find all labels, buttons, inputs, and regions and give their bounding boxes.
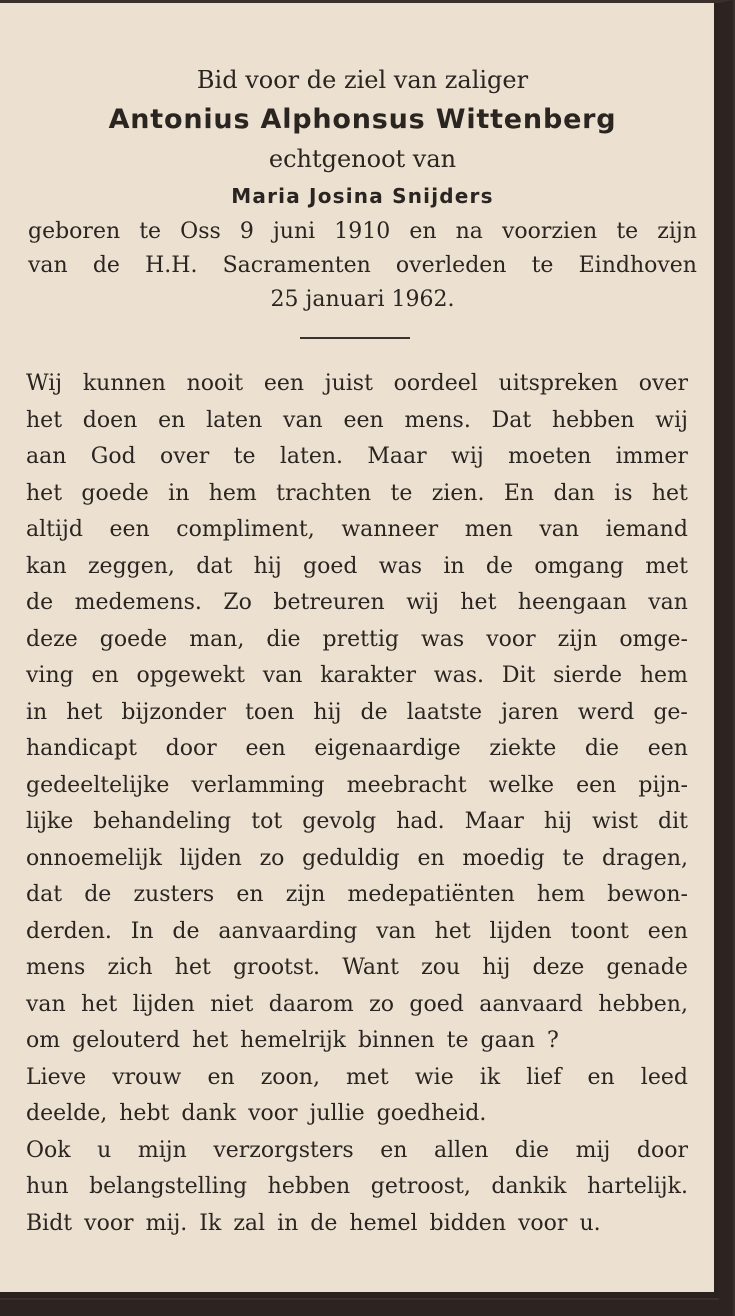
word: mij <box>575 1137 611 1163</box>
text-line <box>26 1206 688 1243</box>
word: kunnen <box>82 371 166 396</box>
word: H.H. <box>145 253 198 278</box>
word: verzorgsters <box>213 1137 354 1163</box>
word: goed <box>302 553 358 579</box>
word: grootst. <box>232 955 321 980</box>
word: heengaan <box>517 590 627 615</box>
word: bewon- <box>607 882 688 907</box>
spouse-name: Maria Josina Snijders <box>231 184 494 208</box>
word: hemelrijk <box>240 1028 346 1053</box>
word: wij <box>655 407 688 433</box>
word: dat <box>196 553 233 579</box>
word: Bidt <box>26 1210 73 1236</box>
word: iemand <box>605 517 688 542</box>
word: geduldig <box>302 845 400 871</box>
word: immer <box>615 444 688 469</box>
word: de <box>360 699 388 725</box>
word: Ook <box>26 1137 71 1163</box>
word: u <box>97 1137 112 1163</box>
word: nooit <box>186 371 244 396</box>
word: te <box>233 444 256 469</box>
word: te <box>531 253 554 278</box>
word: aanvaarding <box>218 918 358 944</box>
word: jullie <box>309 1101 365 1126</box>
word: behandeling <box>93 809 232 834</box>
word: na <box>455 219 483 244</box>
word: hebben <box>551 407 635 433</box>
word: deelde, <box>26 1101 108 1126</box>
word: pijn- <box>638 772 688 798</box>
word: zoon, <box>260 1064 320 1090</box>
word: en <box>158 407 186 433</box>
word: in <box>277 1210 299 1236</box>
word: de <box>92 253 120 278</box>
word: aan <box>26 444 67 469</box>
word: die <box>266 626 301 652</box>
word: wie <box>414 1064 454 1090</box>
word: hij <box>482 955 511 980</box>
word: oordeel <box>393 371 478 396</box>
word: van <box>262 663 303 688</box>
word: opgewekt <box>136 663 245 688</box>
text-line <box>26 403 688 440</box>
word: omgang <box>534 553 624 579</box>
word: en <box>207 1064 235 1090</box>
word: het <box>66 699 103 725</box>
word: het <box>26 407 63 433</box>
word: Lieve <box>26 1064 87 1090</box>
text-line <box>26 804 688 841</box>
word: de <box>310 1210 338 1236</box>
word: te <box>390 480 413 506</box>
word: de <box>84 882 112 907</box>
word: handicapt <box>26 736 137 761</box>
word: Maar <box>367 444 427 469</box>
word: met <box>346 1064 389 1090</box>
word: sierde <box>553 663 623 688</box>
word: werd <box>577 699 635 725</box>
word: Dit <box>501 663 536 688</box>
word: daarom <box>268 991 354 1017</box>
text-line <box>26 1169 688 1206</box>
text-line <box>26 476 688 513</box>
word: voor <box>248 1101 298 1126</box>
word: medemens. <box>74 590 202 615</box>
word: hem <box>639 663 688 688</box>
word: derden. <box>26 918 112 944</box>
word: voorzien <box>501 219 598 244</box>
word: gaan <box>480 1028 535 1053</box>
word: verlamming <box>191 772 325 798</box>
word: zijn <box>657 219 697 244</box>
word: betreuren <box>273 590 385 615</box>
word: een <box>647 918 688 944</box>
word: lijden <box>132 991 195 1017</box>
word: te <box>139 219 162 244</box>
word: vrouw <box>112 1064 182 1090</box>
word: wanneer <box>341 517 439 542</box>
word: laten. <box>279 444 344 469</box>
word: mij. <box>145 1210 188 1236</box>
word: In <box>130 918 154 944</box>
word: goede <box>99 626 168 652</box>
word: het <box>81 991 118 1017</box>
word: dit <box>658 809 688 834</box>
word: compliment, <box>176 517 315 542</box>
word: door <box>165 736 217 761</box>
word: ving <box>26 663 74 688</box>
text-line <box>26 877 688 914</box>
word: zo <box>259 845 285 871</box>
word: lijke <box>26 809 74 834</box>
word: en <box>380 1137 408 1163</box>
text-line <box>26 914 688 951</box>
word: was <box>378 553 422 579</box>
word: een <box>343 407 384 433</box>
word: genade <box>606 955 688 980</box>
word: en <box>587 1064 615 1090</box>
word: juni <box>272 219 316 244</box>
word: ik <box>479 1064 501 1090</box>
text-line <box>26 439 688 476</box>
word: van <box>376 918 416 944</box>
word: bidden <box>429 1210 506 1236</box>
word: Wij <box>26 371 63 396</box>
word: lijden <box>179 845 242 871</box>
word: hem <box>208 480 257 506</box>
word: 1910 <box>334 219 391 244</box>
word: toont <box>570 918 629 944</box>
word: voor <box>84 1210 134 1236</box>
word: Dat <box>491 407 532 433</box>
word: het <box>651 480 688 506</box>
word: over <box>638 371 688 396</box>
word: dan <box>553 480 595 506</box>
word: En <box>503 480 535 506</box>
word: getroost, <box>370 1174 471 1199</box>
word: hij <box>253 553 282 579</box>
birth-line <box>20 215 705 249</box>
word: u. <box>579 1210 601 1236</box>
word: mens. <box>404 407 471 433</box>
word: zeggen, <box>87 553 175 579</box>
word: was <box>420 626 465 652</box>
text-line <box>26 1060 688 1097</box>
word: uitspreken <box>498 371 619 396</box>
word: in <box>26 699 48 725</box>
word: lief <box>526 1064 562 1090</box>
word: moedig <box>462 845 545 871</box>
word: het <box>26 480 63 506</box>
word: goedheid. <box>376 1101 487 1126</box>
word: in <box>168 480 190 506</box>
word: deze <box>26 626 78 652</box>
word: karakter <box>320 663 417 688</box>
word: was. <box>433 663 485 688</box>
text-line <box>26 549 688 586</box>
word: overleden <box>395 253 507 278</box>
word: Zo <box>223 590 252 615</box>
word: die <box>514 1137 550 1163</box>
word: hebben, <box>598 991 688 1017</box>
word: toen <box>245 699 295 725</box>
word: met <box>645 553 688 579</box>
word: had. <box>396 809 445 834</box>
word: altijd <box>26 517 83 542</box>
word: de <box>172 918 200 944</box>
word: eigenaardige <box>314 736 461 761</box>
word: dragen, <box>602 845 688 871</box>
word: deze <box>532 955 585 980</box>
word: gelouterd <box>72 1028 181 1053</box>
word: ge- <box>653 699 688 725</box>
text-line <box>26 987 688 1024</box>
word: het <box>174 955 211 980</box>
word: een <box>647 736 688 761</box>
text-line <box>26 768 688 805</box>
word: aanvaard <box>479 991 583 1017</box>
word: jaren <box>501 699 559 725</box>
word: die <box>584 736 620 761</box>
word: hij <box>313 699 342 725</box>
word: hemel <box>349 1210 418 1236</box>
word: omge- <box>619 626 688 652</box>
text-line <box>26 1023 688 1060</box>
word: juist <box>324 371 373 396</box>
spouse-intro: echtgenoot van <box>268 145 457 173</box>
word: Oss <box>180 219 221 244</box>
text-line <box>26 366 688 403</box>
text-line <box>26 585 688 622</box>
word: de <box>485 553 513 579</box>
text-line <box>26 1133 688 1170</box>
word: laten <box>206 407 263 433</box>
word: van <box>26 991 66 1017</box>
text-line <box>26 695 688 732</box>
word: het <box>460 590 497 615</box>
word: een <box>245 736 286 761</box>
word: het <box>192 1028 229 1053</box>
word: een <box>109 517 150 542</box>
death-line <box>20 249 705 283</box>
word: zien. <box>431 480 485 506</box>
word: het <box>434 918 471 944</box>
word: een <box>576 772 617 798</box>
word: en <box>417 845 445 871</box>
word: van <box>283 407 323 433</box>
word: welke <box>488 772 554 798</box>
text-line <box>26 841 688 878</box>
word: van <box>28 253 68 278</box>
deceased-name: Antonius Alphonsus Wittenberg <box>108 104 617 135</box>
word: voor <box>486 626 536 652</box>
word: zal <box>233 1210 266 1236</box>
word: hij <box>543 809 572 834</box>
word: meebracht <box>346 772 467 798</box>
word: in <box>443 553 465 579</box>
word: zijn <box>285 882 326 907</box>
word: dankik <box>491 1174 567 1199</box>
memorial-text <box>26 366 688 1242</box>
word: moeten <box>508 444 592 469</box>
word: prettig <box>322 626 399 652</box>
word: trachten <box>276 480 372 506</box>
word: man, <box>189 626 245 652</box>
word: bijzonder <box>121 699 226 725</box>
text-line <box>26 1096 688 1133</box>
word: zo <box>369 991 394 1017</box>
text-line <box>26 658 688 695</box>
word: te <box>446 1028 469 1053</box>
word: onnoemelijk <box>26 845 162 871</box>
word: Eindhoven <box>578 253 697 278</box>
word: dank <box>181 1101 237 1126</box>
word: dat <box>26 882 63 907</box>
word: tot <box>251 809 283 834</box>
text-line <box>26 512 688 549</box>
word: mens <box>26 955 86 980</box>
word: doen <box>82 407 138 433</box>
word: Ik <box>199 1210 222 1236</box>
word: leed <box>640 1064 688 1090</box>
word: wij <box>406 590 439 615</box>
word: Want <box>342 955 400 980</box>
word: de <box>26 590 54 615</box>
word: Sacramenten <box>222 253 371 278</box>
word: hebt <box>119 1101 170 1126</box>
word: Maar <box>464 809 524 834</box>
word: ziekte <box>489 736 557 761</box>
word: belangstelling <box>89 1174 248 1199</box>
word: gevolg <box>302 809 377 834</box>
word: van <box>539 517 580 542</box>
word: hun <box>26 1174 69 1199</box>
word: en <box>91 663 119 688</box>
word: te <box>616 219 639 244</box>
death-date: 25 januari 1962. <box>270 287 455 312</box>
word: zou <box>421 955 461 980</box>
word: goede <box>81 480 149 506</box>
word: binnen <box>357 1028 435 1053</box>
text-line <box>26 622 688 659</box>
word: voor <box>518 1210 568 1236</box>
prayer-line: Bid voor de ziel van zaliger <box>196 66 529 94</box>
word: wij <box>451 444 484 469</box>
word: ? <box>546 1028 559 1053</box>
word: van <box>648 590 688 615</box>
word: zusters <box>133 882 215 907</box>
word: een <box>263 371 305 396</box>
word: geboren <box>28 219 121 244</box>
word: medepatiënten <box>347 882 515 907</box>
word: allen <box>433 1137 489 1163</box>
word: 9 <box>239 219 254 244</box>
word: over <box>160 444 210 469</box>
word: God <box>90 444 136 469</box>
word: is <box>614 480 633 506</box>
word: kan <box>26 553 67 579</box>
word: men <box>464 517 513 542</box>
word: lijden <box>489 918 552 944</box>
word: hem <box>536 882 585 907</box>
card-header <box>20 62 705 317</box>
word: om <box>26 1028 61 1053</box>
word: door <box>636 1137 688 1163</box>
word: te <box>562 845 585 871</box>
word: laatste <box>406 699 482 725</box>
word: en <box>236 882 264 907</box>
word: gedeeltelijke <box>26 772 170 798</box>
text-line <box>26 950 688 987</box>
word: zich <box>107 955 153 980</box>
word: niet <box>210 991 254 1017</box>
word: hebben <box>267 1174 351 1199</box>
word: zijn <box>557 626 598 652</box>
word: wist <box>591 809 638 834</box>
word: goed <box>409 991 464 1017</box>
divider-rule <box>300 337 410 339</box>
word: hartelijk. <box>587 1174 688 1199</box>
text-line <box>26 731 688 768</box>
word: en <box>409 219 437 244</box>
word: mijn <box>137 1137 187 1163</box>
